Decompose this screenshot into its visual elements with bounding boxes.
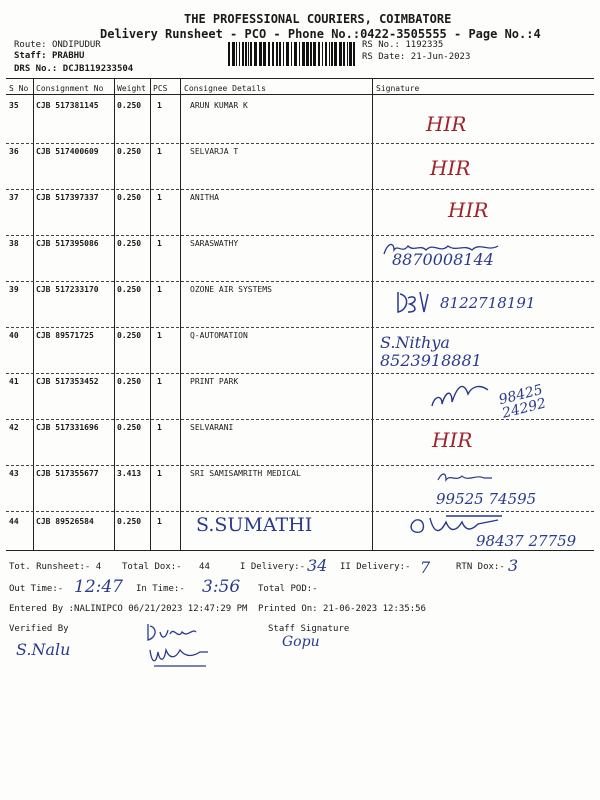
rs-date-row xyxy=(362,52,470,62)
row-weight: 3.413 xyxy=(117,469,142,478)
barcode-bar xyxy=(331,42,333,66)
row-pcs: 1 xyxy=(157,377,162,386)
row-consignment-no: CJB 517355677 xyxy=(36,469,99,478)
runsheet-subtitle: Delivery Runsheet - PCO - Phone No.:0422-3505555 - Page No.:4 xyxy=(100,27,541,41)
row-consignment-no: CJB 517397337 xyxy=(36,193,99,202)
row-divider xyxy=(6,281,594,282)
row-consignee: SELVARJA T xyxy=(190,147,239,156)
col-header-sno: S No xyxy=(9,84,29,93)
row-sno: 39 xyxy=(9,285,19,294)
col-header-consignee: Consignee Details xyxy=(184,84,266,93)
barcode-bar xyxy=(263,42,266,66)
barcode-bar xyxy=(236,42,237,66)
printed-on: Printed On: 21-06-2023 12:35:56 xyxy=(258,604,426,614)
staff-signature: Gopu xyxy=(282,634,320,650)
row-consignee: S.SUMATHI xyxy=(196,514,313,536)
barcode-bar xyxy=(245,42,247,66)
drs-row xyxy=(14,64,133,74)
verified-by-label: Verified By xyxy=(9,624,69,634)
barcode-bar xyxy=(329,42,330,66)
column-divider xyxy=(180,78,181,550)
row-signature: 99525 74595 xyxy=(436,490,537,508)
barcode-bar xyxy=(286,42,289,66)
staff-row xyxy=(14,51,84,61)
barcode-bar xyxy=(248,42,249,66)
row-sno: 41 xyxy=(9,377,19,386)
total-dox-label: Total Dox:- xyxy=(122,562,182,572)
row-signature: HIR xyxy=(448,198,489,222)
signature-scribble xyxy=(436,470,496,486)
barcode-bar xyxy=(349,42,352,66)
barcode-bar xyxy=(239,42,240,66)
row-sno: 44 xyxy=(9,517,19,526)
row-pcs: 1 xyxy=(157,101,162,110)
in-time xyxy=(136,584,185,594)
row-consignment-no: CJB 517400609 xyxy=(36,147,99,156)
barcode-bar xyxy=(250,42,252,66)
row-divider xyxy=(6,189,594,190)
row-divider xyxy=(6,327,594,328)
row-divider xyxy=(6,511,594,512)
total-dox-value: 44 xyxy=(199,562,210,572)
row-weight: 0.250 xyxy=(117,517,142,526)
out-time-value: 12:47 xyxy=(74,577,123,597)
ii-delivery-value: 7 xyxy=(420,558,431,577)
barcode-bar xyxy=(254,42,257,66)
row-consignment-no: CJB 517395086 xyxy=(36,239,99,248)
row-weight: 0.250 xyxy=(117,377,142,386)
signature-scribble xyxy=(394,288,430,316)
in-time-label: In Time:- xyxy=(136,584,185,594)
row-consignment-no: CJB 517353452 xyxy=(36,377,99,386)
rs-no-value: 1192335 xyxy=(405,40,444,50)
column-divider xyxy=(150,78,151,550)
column-divider xyxy=(372,78,373,550)
row-divider xyxy=(6,373,594,374)
col-header-pcs: PCS xyxy=(153,84,168,93)
total-dox xyxy=(122,562,210,572)
row-consignment-no: CJB 517381145 xyxy=(36,101,99,110)
drs-value: DCJB119233504 xyxy=(62,64,134,74)
barcode-bar xyxy=(232,42,235,66)
row-pcs: 1 xyxy=(157,331,162,340)
row-weight: 0.250 xyxy=(117,423,142,432)
barcode-bar xyxy=(334,42,337,66)
out-time xyxy=(9,584,63,594)
row-sno: 36 xyxy=(9,147,19,156)
signature-scribble xyxy=(428,376,498,412)
rtn-dox-value: 3 xyxy=(508,556,519,575)
rtn-dox xyxy=(456,562,505,572)
i-delivery xyxy=(240,562,305,572)
row-pcs: 1 xyxy=(157,239,162,248)
tot-runsheet-label: Tot. Runsheet:- xyxy=(9,562,91,572)
barcode-bar xyxy=(325,42,327,66)
barcode-bar xyxy=(242,42,244,66)
col-header-signature: Signature xyxy=(376,84,420,93)
row-weight: 0.250 xyxy=(117,193,142,202)
rs-no-row xyxy=(362,40,443,50)
row-signature: HIR xyxy=(430,156,471,180)
i-delivery-label: I Delivery:- xyxy=(240,562,306,572)
ii-delivery-label: II Delivery:- xyxy=(340,562,411,572)
row-pcs: 1 xyxy=(157,469,162,478)
col-header-weight: Weight xyxy=(117,84,146,93)
barcode-bar xyxy=(259,42,262,66)
in-time-value: 3:56 xyxy=(202,577,241,597)
barcode-bar xyxy=(294,42,297,66)
route-value: ONDIPUDUR xyxy=(51,40,101,50)
row-sno: 38 xyxy=(9,239,19,248)
row-pcs: 1 xyxy=(157,285,162,294)
barcode-bar xyxy=(279,42,281,66)
barcode-bar xyxy=(318,42,320,66)
tot-runsheet-value: 4 xyxy=(95,562,102,572)
row-divider xyxy=(6,465,594,466)
row-weight: 0.250 xyxy=(117,331,142,340)
row-pcs: 1 xyxy=(157,147,162,156)
row-weight: 0.250 xyxy=(117,239,142,248)
row-signature: HIR xyxy=(432,428,473,452)
out-time-label: Out Time:- xyxy=(9,584,64,594)
barcode-image xyxy=(228,42,356,66)
table-bottom-border xyxy=(6,550,594,551)
ii-delivery xyxy=(340,562,410,572)
supervisor-signature xyxy=(140,620,220,670)
company-name: THE PROFESSIONAL COURIERS, COIMBATORE xyxy=(184,12,452,26)
barcode-bar xyxy=(343,42,345,66)
row-weight: 0.250 xyxy=(117,101,142,110)
total-pod-label: Total POD:- xyxy=(258,584,318,594)
i-delivery-value: 34 xyxy=(307,556,328,575)
barcode-bar xyxy=(291,42,292,66)
barcode-bar xyxy=(306,42,309,66)
column-divider xyxy=(33,78,34,550)
row-divider xyxy=(6,419,594,420)
staff-value: PRABHU xyxy=(51,51,85,61)
barcode-bar xyxy=(322,42,323,66)
rs-no-label: RS No.: xyxy=(362,40,400,50)
barcode-bar xyxy=(272,42,274,66)
rs-date-label: RS Date: xyxy=(362,52,406,62)
row-sno: 43 xyxy=(9,469,19,478)
staff-signature-label: Staff Signature xyxy=(268,624,350,634)
row-sno: 37 xyxy=(9,193,19,202)
row-sno: 35 xyxy=(9,101,19,110)
row-divider xyxy=(6,143,594,144)
route-row xyxy=(14,40,101,50)
table-header-border xyxy=(6,94,594,95)
row-consignee: Q-AUTOMATION xyxy=(190,331,248,340)
row-consignee: SRI SAMISAMRITH MEDICAL xyxy=(190,469,301,478)
column-divider xyxy=(114,78,115,550)
barcode-bar xyxy=(353,42,355,66)
row-weight: 0.250 xyxy=(117,147,142,156)
barcode-bar xyxy=(302,42,305,66)
row-consignment-no: CJB 89526584 xyxy=(36,517,94,526)
row-consignment-no: CJB 517233170 xyxy=(36,285,99,294)
barcode-bar xyxy=(283,42,284,66)
tot-runsheet xyxy=(9,562,101,572)
row-signature: 8870008144 xyxy=(392,250,494,269)
row-divider xyxy=(6,235,594,236)
barcode-bar xyxy=(310,42,312,66)
route-label: Route: xyxy=(14,40,47,50)
barcode-bar xyxy=(228,42,230,66)
barcode-bar xyxy=(313,42,316,66)
row-consignee: ARUN KUMAR K xyxy=(190,101,248,110)
row-signature: 98425 24292 xyxy=(497,381,548,422)
row-pcs: 1 xyxy=(157,517,162,526)
row-signature: HIR xyxy=(426,112,467,136)
entered-by: Entered By :NALINIPCO 06/21/2023 12:47:29 PM xyxy=(9,604,248,614)
col-header-consignment: Consignment No xyxy=(36,84,104,93)
table-top-border xyxy=(6,78,594,79)
barcode-bar xyxy=(347,42,348,66)
row-consignment-no: CJB 89571725 xyxy=(36,331,94,340)
row-consignment-no: CJB 517331696 xyxy=(36,423,99,432)
staff-label: Staff: xyxy=(14,51,47,61)
verified-signature: S.Nalu xyxy=(16,640,71,659)
row-sno: 42 xyxy=(9,423,19,432)
rtn-dox-label: RTN Dox:- xyxy=(456,562,505,572)
row-consignee: PRINT PARK xyxy=(190,377,239,386)
total-pod xyxy=(258,584,318,594)
barcode-bar xyxy=(299,42,300,66)
row-pcs: 1 xyxy=(157,423,162,432)
row-consignee: SELVARANI xyxy=(190,423,234,432)
barcode-bar xyxy=(276,42,278,66)
drs-label: DRS No.: xyxy=(14,64,58,74)
row-consignee: ANITHA xyxy=(190,193,219,202)
barcode-bar xyxy=(268,42,270,66)
row-sno: 40 xyxy=(9,331,19,340)
row-signature: S.Nithya 8523918881 xyxy=(380,333,482,370)
row-weight: 0.250 xyxy=(117,285,142,294)
row-pcs: 1 xyxy=(157,193,162,202)
barcode-bar xyxy=(339,42,342,66)
row-consignee: SARASWATHY xyxy=(190,239,239,248)
rs-date-value: 21-Jun-2023 xyxy=(410,52,471,62)
row-signature: 98437 27759 xyxy=(476,532,577,550)
row-consignee: OZONE AIR SYSTEMS xyxy=(190,285,272,294)
row-signature: 8122718191 xyxy=(440,294,536,312)
